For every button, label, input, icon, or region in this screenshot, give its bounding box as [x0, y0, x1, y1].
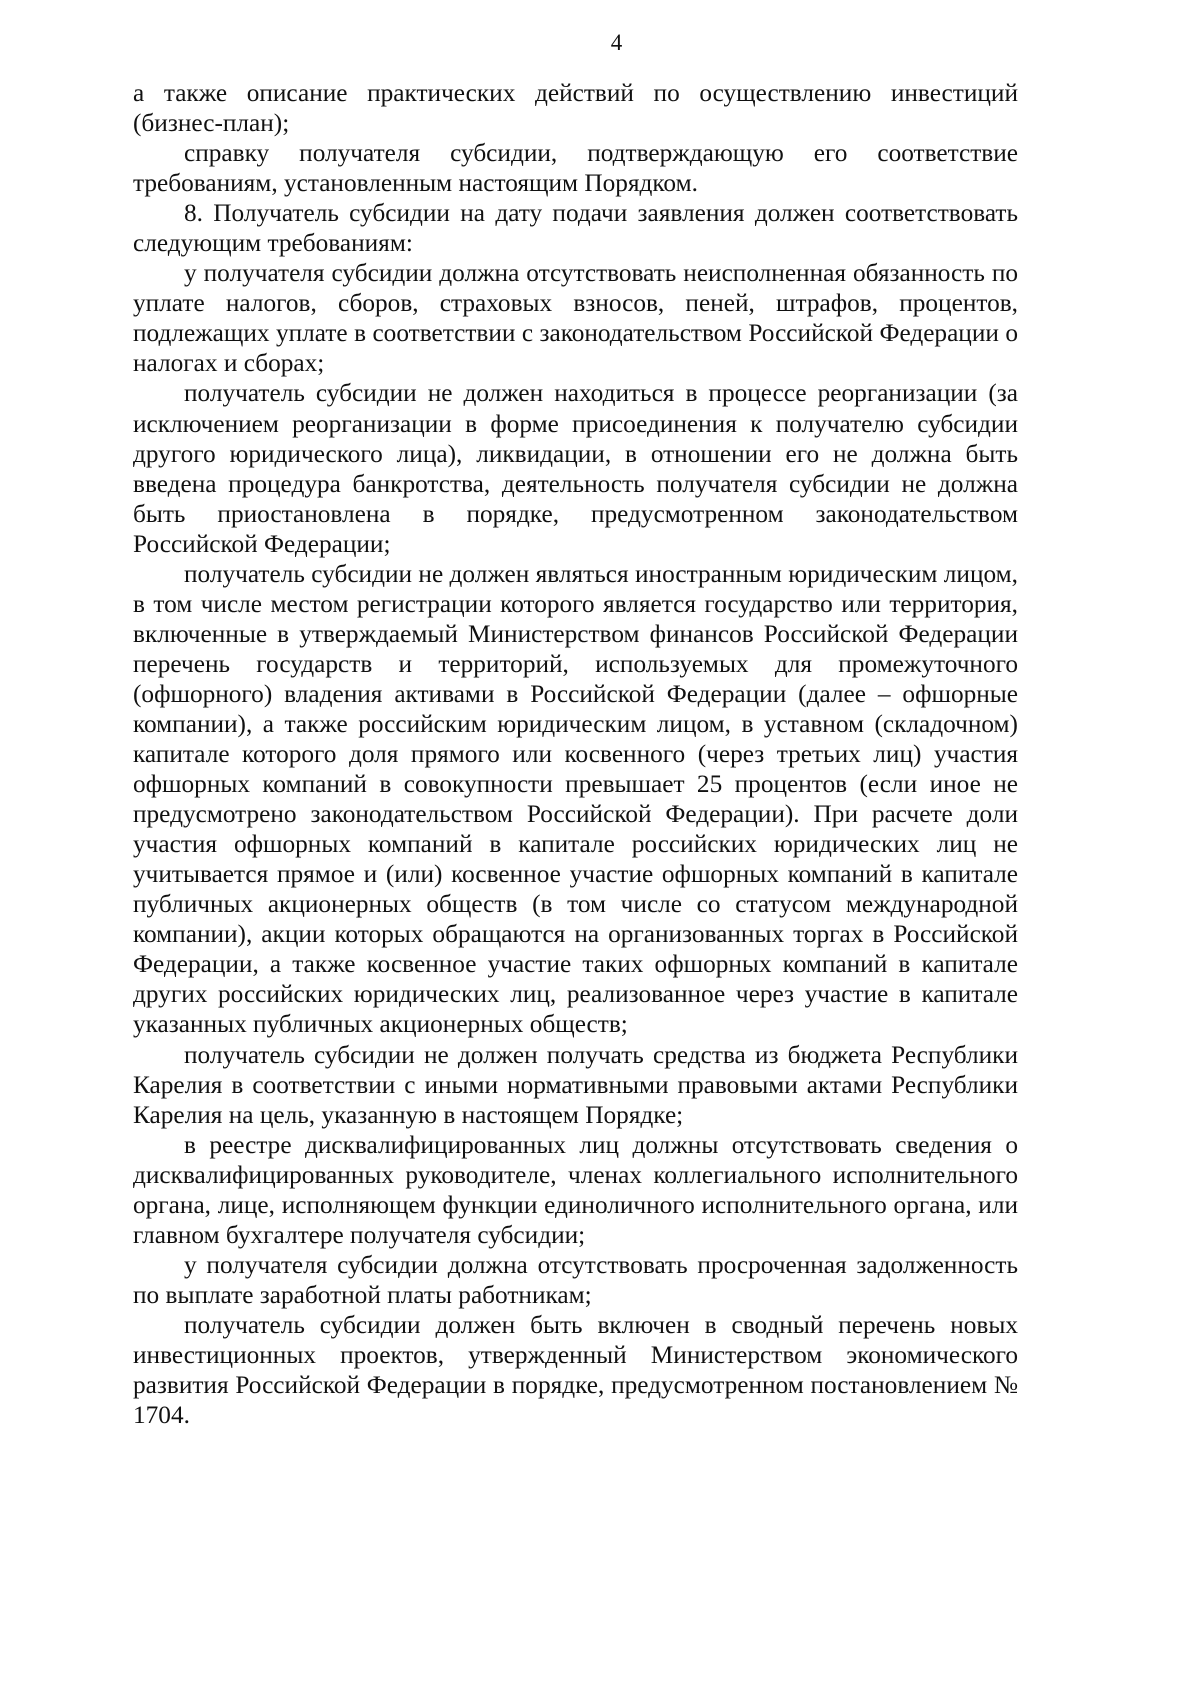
paragraph-offshore-companies: получатель субсидии не должен являться иностранным юридическим лицом, в том числе местом регистрации которого является государство или территория, включенные в утверждаемый Министерством финансов Российской Федерации перечень государств и территорий, используемых для промежуточного (офшорного) владения активами в Российской Федерации (далее – офшорные компании), а также российским юридическим лицом, в уставном (складочном) капитале которого доля прямого или косвенного (через третьих лиц) участия офшорных компаний в совокупности превышает 25 процентов (если иное не предусмотрено законодательством Российской Федерации). При расчете доли участия офшорных компаний в капитале российских юридических лиц не учитывается прямое и (или) косвенное участие офшорных компаний в капитале публичных акционерных обществ (в том числе со статусом международной компании), акции которых обращаются на организованных торгах в Российской Федерации, а также косвенное участие таких офшорных компаний в капитале других российских юридических лиц, реализованное через участие в капитале указанных публичных акционерных обществ;	[133, 559, 1018, 1039]
page-number: 4	[610, 30, 623, 55]
paragraph-section-8-heading: 8. Получатель субсидии на дату подачи заявления должен соответствовать следующим требованиям:	[133, 199, 1018, 258]
paragraph-budget-funds: получатель субсидии не должен получать средства из бюджета Республики Карелия в соответствии с иными нормативными правовыми актами Республики Карелия на цель, указанную в настоящем Порядке;	[133, 1040, 1018, 1129]
paragraph-business-plan: а также описание практических действий по осуществлению инвестиций (бизнес-план);	[133, 79, 1018, 138]
paragraph-disqualified-persons: в реестре дисквалифицированных лиц должны отсутствовать сведения о дисквалифицированных руководителе, членах коллегиального исполнительного органа, лице, исполняющем функции единоличного исполнительного органа, или главном бухгалтере получателя субсидии;	[133, 1130, 1018, 1249]
paragraph-tax-obligations: у получателя субсидии должна отсутствовать неисполненная обязанность по уплате налогов, сборов, страховых взносов, пеней, штрафов, процентов, подлежащих уплате в соответствии с законодательством Российской Федерации о налогах и сборах;	[133, 259, 1018, 378]
paragraph-compliance-certificate: справку получателя субсидии, подтверждающую его соответствие требованиям, установленным настоящим Порядком.	[133, 139, 1018, 198]
paragraph-investment-projects-list: получатель субсидии должен быть включен в сводный перечень новых инвестиционных проектов, утвержденный Министерством экономического развития Российской Федерации в порядке, предусмотренном постановлением № 1704.	[133, 1310, 1018, 1430]
document-body	[133, 78, 1018, 1430]
paragraph-wage-arrears: у получателя субсидии должна отсутствовать просроченная задолженность по выплате заработной платы работникам;	[133, 1250, 1018, 1309]
paragraph-reorganization: получатель субсидии не должен находиться в процессе реорганизации (за исключением реорганизации в форме присоединения к получателю субсидии другого юридического лица), ликвидации, в отношении его не должна быть введена процедура банкротства, деятельность получателя субсидии не должна быть приостановлена в порядке, предусмотренном законодательством Российской Федерации;	[133, 379, 1018, 558]
